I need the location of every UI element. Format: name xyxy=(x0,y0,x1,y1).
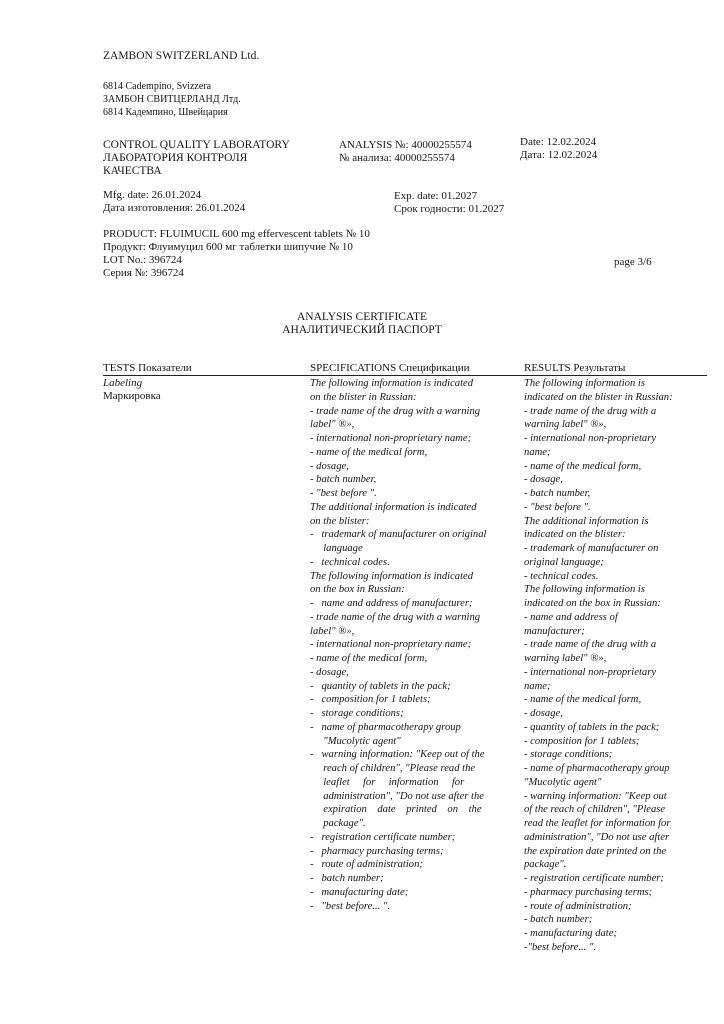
spec-line: - quantity of tablets in the pack; xyxy=(310,680,451,692)
header-tests: TESTS Показатели xyxy=(103,362,192,374)
result-line: - batch number; xyxy=(524,914,593,926)
product-info xyxy=(103,228,370,280)
result-line: warning label" ®», xyxy=(524,653,607,664)
header-specs: SPECIFICATIONS Спецификации xyxy=(310,362,470,374)
address-line: ЗАМБОН СВИТЦЕРЛАНД Лтд. xyxy=(103,94,241,105)
result-line: - international non-proprietary xyxy=(524,666,657,678)
analysis-line: № анализа: 40000255574 xyxy=(339,152,455,164)
result-line: - warning information: "Keep out xyxy=(524,790,667,802)
result-line: - pharmacy purchasing terms; xyxy=(524,886,653,898)
spec-line: The following information is indicated xyxy=(310,570,474,582)
lab-line: CONTROL QUALITY LABORATORY xyxy=(103,139,290,151)
mfg-line: Mfg. date: 26.01.2024 xyxy=(103,189,202,201)
result-line: indicated on the box in Russian: xyxy=(524,598,661,609)
spec-line: - trade name of the drug with a warning xyxy=(310,611,481,623)
result-line: - trade name of the drug with a xyxy=(524,639,657,651)
date-line: Date: 12.02.2024 xyxy=(520,136,597,148)
spec-line: - pharmacy purchasing terms; xyxy=(310,845,444,857)
certificate-date xyxy=(520,136,597,162)
result-line: - "best before ". xyxy=(524,501,591,513)
analysis-line: ANALYSIS №: 40000255574 xyxy=(339,139,472,151)
product-line: Серия №: 396724 xyxy=(103,267,184,279)
result-line: - composition for 1 tablets; xyxy=(524,735,640,747)
header-results: RESULTS Результаты xyxy=(524,362,626,374)
spec-line: expiration date printed on the xyxy=(310,804,482,816)
result-line: - technical codes. xyxy=(524,570,599,582)
test-name-ru: Маркировка xyxy=(103,390,161,402)
result-line: - batch number, xyxy=(524,488,591,499)
company-address xyxy=(103,80,241,119)
spec-line: label" ®», xyxy=(310,625,355,637)
spec-line: leaflet for information for xyxy=(310,776,465,788)
result-line: name; xyxy=(524,680,551,692)
spec-line: - name of pharmacotherapy group xyxy=(310,721,461,733)
spec-line: - dosage, xyxy=(310,666,349,678)
certificate-title xyxy=(0,311,724,337)
date-line: Дата: 12.02.2024 xyxy=(520,149,598,161)
spec-line: on the blister in Russian: xyxy=(310,391,417,403)
result-line: - quantity of tablets in the pack; xyxy=(524,721,660,733)
page-number: page 3/6 xyxy=(614,256,652,268)
result-line: - international non-proprietary xyxy=(524,433,657,444)
result-line: The following information is xyxy=(524,584,645,596)
result-line: indicated on the blister: xyxy=(524,529,626,541)
spec-line: - storage conditions; xyxy=(310,708,404,719)
spec-line: on the box in Russian: xyxy=(310,584,405,596)
spec-line: - name and address of manufacturer; xyxy=(310,598,473,609)
exp-line: Срок годности: 01.2027 xyxy=(394,203,505,215)
result-line: administration", "Do not use after xyxy=(524,831,670,843)
result-line: name; xyxy=(524,446,551,458)
result-line: indicated on the blister in Russian: xyxy=(524,391,673,403)
result-line: The following information is xyxy=(524,378,645,389)
spec-line: - trademark of manufacturer on original xyxy=(310,529,487,541)
result-line: read the leaflet for information for xyxy=(524,818,671,829)
spec-line: - name of the medical form, xyxy=(310,446,428,458)
spec-line: - "best before... ". xyxy=(310,900,390,912)
results-cell xyxy=(524,377,673,955)
result-line: - dosage, xyxy=(524,708,563,719)
address-line: 6814 Cadempino, Svizzera xyxy=(103,81,212,92)
spec-line: The additional information is indicated xyxy=(310,501,477,513)
lab-line: ЛАБОРАТОРИЯ КОНТРОЛЯ xyxy=(103,152,248,164)
result-line: - registration certificate number; xyxy=(524,873,664,884)
spec-line: - trade name of the drug with a warning xyxy=(310,405,481,417)
spec-line: language xyxy=(310,543,363,554)
result-line: - name of the medical form, xyxy=(524,694,642,706)
test-name-en: Labeling xyxy=(103,377,143,389)
product-line: PRODUCT: FLUIMUCIL 600 mg effervescent tablets № 10 xyxy=(103,228,370,240)
mfg-line: Дата изготовления: 26.01.2024 xyxy=(103,202,246,214)
address-line: 6814 Кадемпино, Швейцария xyxy=(103,107,228,118)
analysis-number xyxy=(339,139,472,165)
spec-line: - name of the medical form, xyxy=(310,653,428,664)
result-line: - name of pharmacotherapy group xyxy=(524,763,670,774)
result-line: warning label" ®», xyxy=(524,419,607,431)
title-en: ANALYSIS CERTIFICATE xyxy=(296,311,428,323)
product-line: Продукт: Флуимуцил 600 мг таблетки шипучие № 10 xyxy=(103,241,353,253)
result-line: - name and address of xyxy=(524,611,618,623)
spec-line: - composition for 1 tablets; xyxy=(310,694,431,706)
product-line: LOT No.: 396724 xyxy=(103,254,182,266)
exp-line: Exp. date: 01.2027 xyxy=(394,190,478,202)
spec-line: - warning information: "Keep out of the xyxy=(310,749,485,761)
title-ru: АНАЛИТИЧЕСКИЙ ПАСПОРТ xyxy=(282,324,442,336)
company-name: ZAMBON SWITZERLAND Ltd. xyxy=(103,50,260,62)
result-line: The additional information is xyxy=(524,515,649,527)
lab-name xyxy=(103,139,290,178)
exp-date xyxy=(394,190,504,216)
spec-line: - batch number; xyxy=(310,873,384,884)
mfg-date xyxy=(103,189,245,215)
result-line: - storage conditions; xyxy=(524,749,613,761)
lab-line: КАЧЕСТВА xyxy=(103,165,162,177)
result-line: - manufacturing date; xyxy=(524,928,617,939)
result-line: - name of the medical form, xyxy=(524,460,642,472)
spec-line: - route of administration; xyxy=(310,859,423,871)
result-line: -"best before... ". xyxy=(524,941,597,953)
spec-line: on the blister: xyxy=(310,515,370,527)
table-header-rule xyxy=(103,375,707,376)
spec-line: label" ®», xyxy=(310,419,355,431)
spec-line: - international non-proprietary name; xyxy=(310,639,472,651)
spec-line: - dosage, xyxy=(310,460,349,472)
spec-line: - batch number, xyxy=(310,474,377,486)
result-line: - trade name of the drug with a xyxy=(524,405,657,417)
spec-line: - "best before ". xyxy=(310,488,377,499)
result-line: original language; xyxy=(524,556,604,568)
result-line: of the reach of children", "Please xyxy=(524,804,666,816)
result-line: - route of administration; xyxy=(524,900,632,912)
result-line: "Mucolytic agent" xyxy=(524,776,602,788)
spec-line: package". xyxy=(310,818,366,829)
spec-line: administration", "Do not use after the xyxy=(310,790,484,802)
spec-line: - manufacturing date; xyxy=(310,886,409,898)
result-line: package". xyxy=(524,859,567,871)
result-line: - dosage, xyxy=(524,474,563,486)
spec-line: reach of children", "Please read the xyxy=(310,763,476,774)
spec-line: - registration certificate number; xyxy=(310,831,456,843)
result-line: manufacturer; xyxy=(524,625,585,637)
spec-line: "Mucolytic agent" xyxy=(310,735,401,747)
specifications-cell xyxy=(310,377,486,913)
spec-line: - international non-proprietary name; xyxy=(310,433,472,444)
spec-line: The following information is indicated xyxy=(310,378,474,389)
result-line: - trademark of manufacturer on xyxy=(524,543,659,554)
result-line: the expiration date printed on the xyxy=(524,845,667,857)
test-name-cell xyxy=(103,377,161,403)
spec-line: - technical codes. xyxy=(310,556,390,568)
